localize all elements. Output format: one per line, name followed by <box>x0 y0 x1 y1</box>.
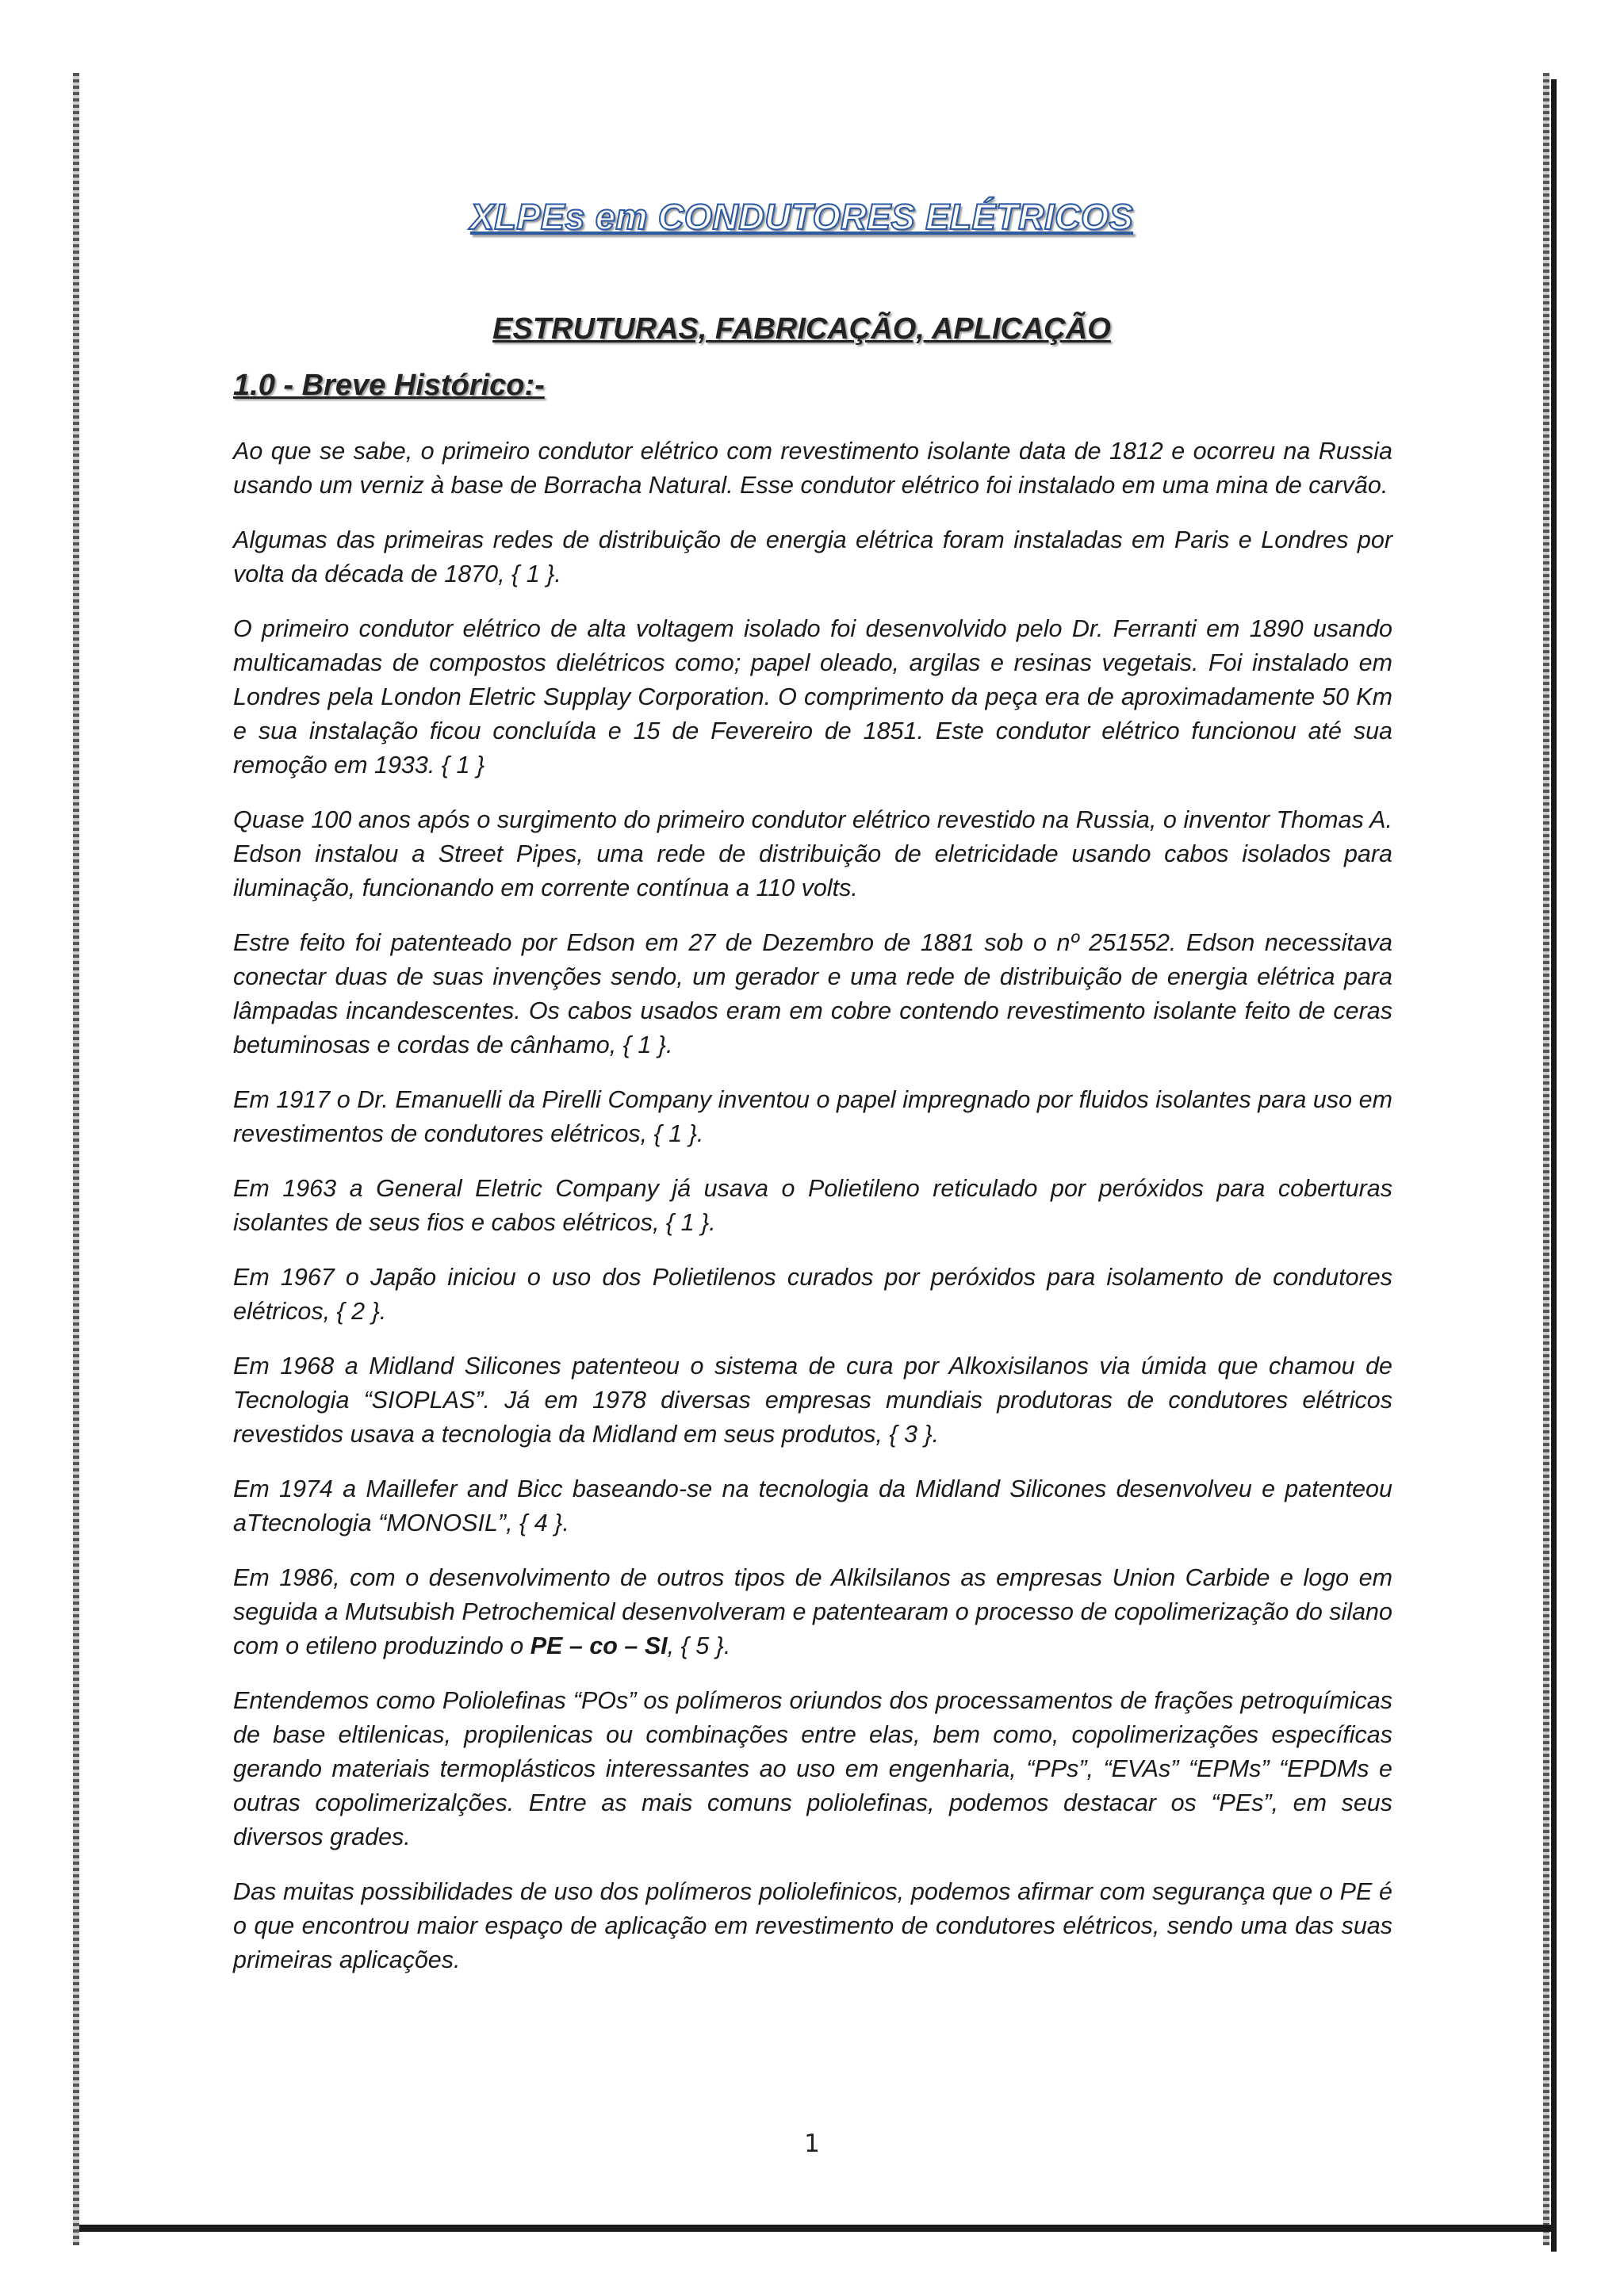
paragraph: Estre feito foi patenteado por Edson em 27 de Dezembro de 1881 sob o nº 251552. Edson necessitava conectar duas de suas invenções sendo, um gerador e uma rede de distribuição de energia elétrica para lâmpadas incandescentes. Os cabos usados eram em cobre contendo revestimento isolante feito de ceras betuminosas e cordas de cânhamo, { 1 }. <box>233 929 1392 1058</box>
paragraph: Quase 100 anos após o surgimento do primeiro condutor elétrico revestido na Russia, o inventor Thomas A. Edson instalou a Street Pipes, uma rede de distribuição de eletricidade usando cabos isolados para iluminação, funcionando em corrente contínua a 110 volts. <box>233 806 1392 901</box>
paragraph-text: , { 5 }. <box>667 1632 731 1659</box>
paragraph: Algumas das primeiras redes de distribuição de energia elétrica foram instaladas em Paris e Londres por volta da década de 1870, { 1 }. <box>233 526 1392 587</box>
page-border-left <box>73 73 79 2245</box>
document-title: XLPEs em CONDUTORES ELÉTRICOS <box>469 197 1134 237</box>
paragraph: O primeiro condutor elétrico de alta voltagem isolado foi desenvolvido pelo Dr. Ferranti em 1890 usando multicamadas de compostos dielétricos como; papel oleado, argilas e resinas vegetais. Foi instalado em Londres pela London Eletric Supplay Corporation. O comprimento da peça era de aproximadamente 50 Km e sua instalação ficou concluída e 15 de Fevereiro de 1851. Este condutor elétrico funcionou até sua remoção em 1933. { 1 } <box>233 615 1392 779</box>
paragraph: Das muitas possibilidades de uso dos polímeros poliolefinicos, podemos afirmar com segurança que o PE é o que encontrou maior espaço de aplicação em revestimento de condutores elétricos, sendo uma das suas primeiras aplicações. <box>233 1878 1392 1973</box>
page-shadow-right <box>1551 79 1557 2252</box>
document-body <box>233 190 1392 1977</box>
paragraph: Em 1963 a General Eletric Company já usava o Polietileno reticulado por peróxidos para coberturas isolantes de seus fios e cabos elétricos, { 1 }. <box>233 1175 1392 1236</box>
paragraph-copolymer <box>233 1561 1392 1663</box>
paragraph: Em 1974 a Maillefer and Bicc baseando-se na tecnologia da Midland Silicones desenvolveu e patenteou aTtecnologia “MONOSIL”, { 4 }. <box>233 1475 1392 1536</box>
page-border-right <box>1543 73 1549 2245</box>
paragraph: Em 1967 o Japão iniciou o uso dos Polietilenos curados por peróxidos para isolamento de condutores elétricos, { 2 }. <box>233 1264 1392 1325</box>
section-heading: 1.0 - Breve Histórico:- <box>233 369 545 402</box>
paragraph: Entendemos como Poliolefinas “POs” os polímeros oriundos dos processamentos de frações petroquímicas de base eltilenicas, propilenicas ou combinações entre elas, bem como, copolimerizações específicas gerando materiais termoplásticos interessantes ao uso em engenharia, “PPs”, “EVAs” “EPMs” “EPDMs e outras copolimerizalções. Entre as mais comuns poliolefinas, podemos destacar os “PEs”, em seus diversos grades. <box>233 1687 1392 1850</box>
paragraph: Em 1917 o Dr. Emanuelli da Pirelli Company inventou o papel impregnado por fluidos isolantes para uso em revestimentos de condutores elétricos, { 1 }. <box>233 1086 1392 1147</box>
paragraph: Ao que se sabe, o primeiro condutor elétrico com revestimento isolante data de 1812 e ocorreu na Russia usando um verniz à base de Borracha Natural. Esse condutor elétrico foi instalado em uma mina de carvão. <box>233 438 1392 499</box>
bold-term: PE – co – SI <box>530 1632 668 1659</box>
page-number: 1 <box>804 2130 820 2158</box>
paragraph: Em 1968 a Midland Silicones patenteou o sistema de cura por Alkoxisilanos via úmida que chamou de Tecnologia “SIOPLAS”. Já em 1978 diversas empresas mundiais produtoras de condutores elétricos revestidos usava a tecnologia da Midland em seus produtos, { 3 }. <box>233 1353 1392 1448</box>
document-subtitle: ESTRUTURAS, FABRICAÇÃO, APLICAÇÃO <box>492 312 1111 346</box>
page-shadow-bottom <box>79 2225 1557 2232</box>
paragraph-text: Em 1986, com o desenvolvimento de outros tipos de Alkilsilanos as empresas Union Carbide e logo em seguida a Mutsubish Petrochemical desenvolveram e patentearam o processo de copolimerização do silano com o etileno produzindo o <box>233 1564 1392 1659</box>
